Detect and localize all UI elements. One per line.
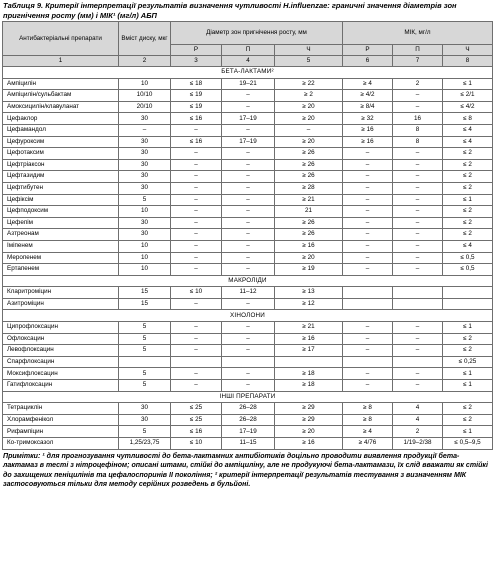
table-cell: 5 (119, 368, 171, 380)
table-row (3, 403, 493, 415)
table-cell: – (343, 229, 393, 241)
table-cell: 30 (119, 171, 171, 183)
table-cell: ≤ 2 (443, 159, 493, 171)
table-cell: ≥ 26 (275, 229, 343, 241)
table-cell: ≤ 2 (443, 333, 493, 345)
table-cell: ≤ 16 (171, 113, 222, 125)
table-cell: ≥ 20 (275, 101, 343, 113)
table-cell: ≤ 0,5–9,5 (443, 438, 493, 450)
susceptibility-table (2, 21, 493, 450)
table-cell: 26–28 (222, 403, 275, 415)
table-cell: 11–15 (222, 438, 275, 450)
table-cell: ≤ 0,5 (443, 252, 493, 264)
table-cell: 10/10 (119, 90, 171, 102)
table-cell: 8 (393, 124, 443, 136)
section-row (3, 67, 493, 79)
table-cell: ≤ 2 (443, 171, 493, 183)
drug-name-cell: Ципрофлоксацин (3, 322, 119, 334)
table-cell: ≤ 16 (171, 136, 222, 148)
table-cell: ≤ 1 (443, 78, 493, 90)
table-cell: 8 (393, 136, 443, 148)
table-cell: – (222, 298, 275, 310)
table-cell: – (343, 368, 393, 380)
drug-name-cell: Азтреонам (3, 229, 119, 241)
table-cell: – (393, 194, 443, 206)
table-cell: – (343, 252, 393, 264)
table-cell: – (171, 298, 222, 310)
table-cell: – (171, 217, 222, 229)
table-cell: 10 (119, 206, 171, 218)
table-cell: ≤ 0,25 (443, 356, 493, 368)
table-cell: 11–12 (222, 287, 275, 299)
table-cell: – (222, 240, 275, 252)
table-cell: 30 (119, 229, 171, 241)
header-num-5: 5 (275, 56, 343, 67)
table-row (3, 148, 493, 160)
table-cell: – (393, 322, 443, 334)
table-cell: ≤ 2 (443, 206, 493, 218)
table-cell: – (343, 182, 393, 194)
table-cell: – (222, 380, 275, 392)
table-row (3, 113, 493, 125)
table-cell (343, 287, 393, 299)
table-cell (343, 356, 393, 368)
table-cell: ≥ 16 (275, 240, 343, 252)
table-cell: – (393, 182, 443, 194)
table-cell: ≥ 28 (275, 182, 343, 194)
table-row (3, 240, 493, 252)
table-cell: ≥ 26 (275, 148, 343, 160)
table-row (3, 252, 493, 264)
table-cell: ≤ 1 (443, 194, 493, 206)
table-cell: – (171, 148, 222, 160)
header-zone-p: П (222, 45, 275, 56)
drug-name-cell: Ертапенем (3, 264, 119, 276)
table-cell: – (222, 229, 275, 241)
table-cell: – (171, 322, 222, 334)
table-cell: – (343, 264, 393, 276)
table-cell: – (171, 229, 222, 241)
table-cell: 30 (119, 414, 171, 426)
table-cell: ≥ 21 (275, 194, 343, 206)
table-cell: – (222, 148, 275, 160)
header-mic-ch: Ч (443, 45, 493, 56)
table-row (3, 414, 493, 426)
table-cell: ≥ 8/4 (343, 101, 393, 113)
table-cell: ≥ 16 (343, 136, 393, 148)
table-cell: – (222, 322, 275, 334)
table-row (3, 345, 493, 357)
table-cell: ≥ 16 (275, 333, 343, 345)
table-cell: 17–19 (222, 136, 275, 148)
header-drug: Антибактеріальні препарати (3, 22, 119, 56)
table-cell: – (222, 264, 275, 276)
table-cell: 21 (275, 206, 343, 218)
table-cell: ≥ 4 (343, 78, 393, 90)
header-num-1: 1 (3, 56, 119, 67)
table-cell: – (393, 229, 443, 241)
table-cell: – (343, 333, 393, 345)
table-cell: – (222, 159, 275, 171)
table-cell: – (393, 240, 443, 252)
header-num-6: 6 (343, 56, 393, 67)
table-cell: 5 (119, 333, 171, 345)
table-cell: ≤ 4 (443, 136, 493, 148)
table-cell (443, 298, 493, 310)
table-cell: ≤ 4 (443, 240, 493, 252)
table-cell: ≤ 2 (443, 148, 493, 160)
table-cell: – (222, 333, 275, 345)
table-cell (119, 356, 171, 368)
table-cell: – (393, 368, 443, 380)
drug-name-cell: Цефтазидим (3, 171, 119, 183)
table-cell: – (343, 240, 393, 252)
drug-name-cell: Гатифлоксацин (3, 380, 119, 392)
table-caption: Таблиця 9. Критерії інтерпретації результатів визначення чутливості H.influenzae: граничні значення діаметрів зон пригнічення росту (мм) і МІК¹ (мг/л) АБП (3, 1, 457, 20)
table-cell: 17–19 (222, 426, 275, 438)
table-cell: ≤ 19 (171, 101, 222, 113)
table-cell: ≥ 20 (275, 426, 343, 438)
table-cell: – (171, 345, 222, 357)
table-cell: ≥ 18 (275, 380, 343, 392)
table-cell: 20/10 (119, 101, 171, 113)
table-cell (443, 287, 493, 299)
section-title: БЕТА-ЛАКТАМИ² (3, 67, 493, 79)
table-cell: – (393, 345, 443, 357)
table-cell: – (275, 124, 343, 136)
table-row (3, 333, 493, 345)
table-cell: – (393, 206, 443, 218)
header-zone-r: Р (171, 45, 222, 56)
table-cell: 5 (119, 426, 171, 438)
table-cell: ≥ 26 (275, 171, 343, 183)
table-cell: 10 (119, 240, 171, 252)
section-row (3, 310, 493, 322)
drug-name-cell: Ампіцилін/сульбактам (3, 90, 119, 102)
table-cell: 4 (393, 414, 443, 426)
table-cell: ≥ 17 (275, 345, 343, 357)
table-cell: 30 (119, 217, 171, 229)
table-notes: Примітки: ¹ для прогнозування чутливості до бета-лактамних антибіотиків доцільно проводити виявлення продукції бета-лактамаз в тесті з нітроцефіном; описані штами, стійкі до ампіциліну, але не продукуючі бета-лактамази, їх слід вважати як стійкі до захищених пеніцилінів та цефалоспоринів ІІ покоління; ² критерії інтерпретації результатів тестування з визначенням МІК застосовуються тільки для методу серійних розведень в бульйоні. (3, 452, 488, 489)
section-title: ІНШІ ПРЕПАРАТИ (3, 391, 493, 403)
table-cell: 16 (393, 113, 443, 125)
drug-name-cell: Меропенем (3, 252, 119, 264)
table-cell: – (393, 333, 443, 345)
table-cell: – (171, 182, 222, 194)
table-cell: ≥ 32 (343, 113, 393, 125)
table-cell: ≤ 16 (171, 426, 222, 438)
table-cell: 1/19–2/38 (393, 438, 443, 450)
table-cell: ≥ 16 (343, 124, 393, 136)
table-cell: – (171, 368, 222, 380)
table-cell: – (171, 159, 222, 171)
header-zone: Діаметр зон пригнічення росту, мм (171, 22, 343, 45)
table-cell: – (393, 217, 443, 229)
header-mic-p: П (393, 45, 443, 56)
table-cell: – (343, 171, 393, 183)
table-cell: ≤ 2 (443, 229, 493, 241)
drug-name-cell: Іміпенем (3, 240, 119, 252)
table-row (3, 287, 493, 299)
table-cell: – (222, 124, 275, 136)
table-cell: ≥ 29 (275, 403, 343, 415)
header-mic-r: Р (343, 45, 393, 56)
table-row (3, 124, 493, 136)
section-title: МАКРОЛІДИ (3, 275, 493, 287)
table-cell: 30 (119, 136, 171, 148)
table-cell: – (222, 101, 275, 113)
table-cell: 26–28 (222, 414, 275, 426)
table-cell: – (171, 380, 222, 392)
table-cell: 5 (119, 322, 171, 334)
table-cell: – (393, 148, 443, 160)
table-cell: 2 (393, 426, 443, 438)
drug-name-cell: Цефотаксим (3, 148, 119, 160)
table-row (3, 171, 493, 183)
table-cell: ≤ 1 (443, 322, 493, 334)
table-cell: – (343, 194, 393, 206)
table-cell: ≥ 16 (275, 438, 343, 450)
table-row (3, 101, 493, 113)
table-cell: 30 (119, 182, 171, 194)
table-row (3, 159, 493, 171)
table-cell: ≥ 4/76 (343, 438, 393, 450)
table-cell: ≥ 13 (275, 287, 343, 299)
table-cell: – (222, 345, 275, 357)
table-cell: – (222, 252, 275, 264)
drug-name-cell: Амоксицилін/клавуланат (3, 101, 119, 113)
header-zone-ch: Ч (275, 45, 343, 56)
drug-name-cell: Цефамандол (3, 124, 119, 136)
table-cell: ≥ 8 (343, 414, 393, 426)
table-cell: ≤ 2 (443, 414, 493, 426)
table-row (3, 217, 493, 229)
table-row (3, 298, 493, 310)
table-cell: ≤ 25 (171, 403, 222, 415)
table-cell: ≤ 1 (443, 380, 493, 392)
table-cell: ≤ 1 (443, 368, 493, 380)
table-cell: ≤ 2 (443, 403, 493, 415)
table-cell (275, 356, 343, 368)
table-cell: – (393, 380, 443, 392)
table-cell: – (393, 264, 443, 276)
drug-name-cell: Спарфлоксацин (3, 356, 119, 368)
table-row (3, 136, 493, 148)
table-cell: 30 (119, 159, 171, 171)
drug-name-cell: Цефаклор (3, 113, 119, 125)
table-cell: – (171, 124, 222, 136)
table-cell (393, 287, 443, 299)
section-row (3, 391, 493, 403)
drug-name-cell: Цефуроксим (3, 136, 119, 148)
table-cell: – (343, 148, 393, 160)
table-cell: ≥ 26 (275, 217, 343, 229)
table-cell: – (393, 90, 443, 102)
table-cell: – (393, 171, 443, 183)
table-cell: ≥ 21 (275, 322, 343, 334)
table-cell: ≥ 20 (275, 113, 343, 125)
drug-name-cell: Тетрациклін (3, 403, 119, 415)
table-cell: 10 (119, 264, 171, 276)
table-row (3, 356, 493, 368)
table-cell: ≤ 19 (171, 90, 222, 102)
table-row (3, 322, 493, 334)
table-cell: – (343, 206, 393, 218)
table-row (3, 438, 493, 450)
drug-name-cell: Моксифлоксацин (3, 368, 119, 380)
table-row (3, 182, 493, 194)
table-cell: ≤ 2/1 (443, 90, 493, 102)
drug-name-cell: Ко-тримоксазол (3, 438, 119, 450)
table-cell: ≥ 22 (275, 78, 343, 90)
drug-name-cell: Левофлоксацин (3, 345, 119, 357)
drug-name-cell: Азитроміцин (3, 298, 119, 310)
table-cell: – (343, 345, 393, 357)
section-row (3, 275, 493, 287)
header-num-7: 7 (393, 56, 443, 67)
table-cell: 4 (393, 403, 443, 415)
table-cell (222, 356, 275, 368)
table-cell: 30 (119, 403, 171, 415)
table-cell: ≤ 4/2 (443, 101, 493, 113)
header-mic: МІК, мг/л (343, 22, 493, 45)
table-cell: 10 (119, 78, 171, 90)
header-num-3: 3 (171, 56, 222, 67)
table-row (3, 194, 493, 206)
table-row (3, 264, 493, 276)
table-cell: 15 (119, 287, 171, 299)
table-cell: – (222, 90, 275, 102)
table-row (3, 229, 493, 241)
table-cell: ≤ 8 (443, 113, 493, 125)
drug-name-cell: Рифампіцин (3, 426, 119, 438)
table-cell: – (343, 217, 393, 229)
table-cell (343, 298, 393, 310)
table-cell: – (222, 182, 275, 194)
table-row (3, 78, 493, 90)
table-cell: 15 (119, 298, 171, 310)
table-row (3, 206, 493, 218)
table-cell: ≥ 18 (275, 368, 343, 380)
table-cell: – (171, 333, 222, 345)
table-cell: 2 (393, 78, 443, 90)
table-cell: 17–19 (222, 113, 275, 125)
table-row (3, 426, 493, 438)
table-body (3, 67, 493, 450)
table-cell: ≤ 2 (443, 345, 493, 357)
drug-name-cell: Цефіксім (3, 194, 119, 206)
drug-name-cell: Цефтріаксон (3, 159, 119, 171)
table-cell: – (222, 171, 275, 183)
table-cell: ≥ 8 (343, 403, 393, 415)
table-row (3, 90, 493, 102)
table-cell: – (171, 264, 222, 276)
table-cell: – (171, 206, 222, 218)
drug-name-cell: Ампіцилін (3, 78, 119, 90)
table-cell: – (343, 380, 393, 392)
table-cell: 30 (119, 113, 171, 125)
table-cell: 5 (119, 194, 171, 206)
table-cell: – (171, 252, 222, 264)
table-row (3, 368, 493, 380)
header-num-8: 8 (443, 56, 493, 67)
table-cell: ≤ 10 (171, 438, 222, 450)
table-cell: – (171, 194, 222, 206)
table-cell: ≥ 19 (275, 264, 343, 276)
table-cell: ≤ 4 (443, 124, 493, 136)
table-cell: ≤ 0,5 (443, 264, 493, 276)
header-disk: Вміст диску, мкг (119, 22, 171, 56)
table-cell (393, 356, 443, 368)
drug-name-cell: Офлоксацин (3, 333, 119, 345)
table-cell: 19–21 (222, 78, 275, 90)
table-row (3, 380, 493, 392)
header-num-2: 2 (119, 56, 171, 67)
drug-name-cell: Хлорамфенікол (3, 414, 119, 426)
table-cell: ≥ 12 (275, 298, 343, 310)
table-cell: – (222, 194, 275, 206)
header-num-4: 4 (222, 56, 275, 67)
table-cell: – (393, 252, 443, 264)
table-cell: ≥ 26 (275, 159, 343, 171)
table-cell: 5 (119, 380, 171, 392)
table-cell: ≥ 20 (275, 136, 343, 148)
table-cell: – (343, 159, 393, 171)
drug-name-cell: Кларитроміцин (3, 287, 119, 299)
table-cell: – (222, 368, 275, 380)
section-title: ХІНОЛОНИ (3, 310, 493, 322)
table-cell: 5 (119, 345, 171, 357)
drug-name-cell: Цефтибутен (3, 182, 119, 194)
drug-name-cell: Цефепім (3, 217, 119, 229)
table-cell: 30 (119, 148, 171, 160)
table-cell: ≥ 2 (275, 90, 343, 102)
table-cell: 1,25/23,75 (119, 438, 171, 450)
table-cell: ≥ 4/2 (343, 90, 393, 102)
table-cell: – (393, 101, 443, 113)
table-cell: ≤ 1 (443, 426, 493, 438)
table-cell: ≤ 10 (171, 287, 222, 299)
table-cell: – (119, 124, 171, 136)
table-cell (393, 298, 443, 310)
table-cell: ≤ 2 (443, 217, 493, 229)
table-cell: – (222, 217, 275, 229)
table-cell: ≤ 18 (171, 78, 222, 90)
table-cell: ≥ 4 (343, 426, 393, 438)
table-cell: – (393, 159, 443, 171)
table-cell: – (171, 240, 222, 252)
table-cell: – (222, 206, 275, 218)
table-cell: ≤ 2 (443, 182, 493, 194)
table-cell: – (171, 171, 222, 183)
drug-name-cell: Цефподоксим (3, 206, 119, 218)
table-cell (171, 356, 222, 368)
table-cell: ≥ 20 (275, 252, 343, 264)
table-cell: ≤ 25 (171, 414, 222, 426)
table-cell: ≥ 29 (275, 414, 343, 426)
table-cell: 10 (119, 252, 171, 264)
table-cell: – (343, 322, 393, 334)
